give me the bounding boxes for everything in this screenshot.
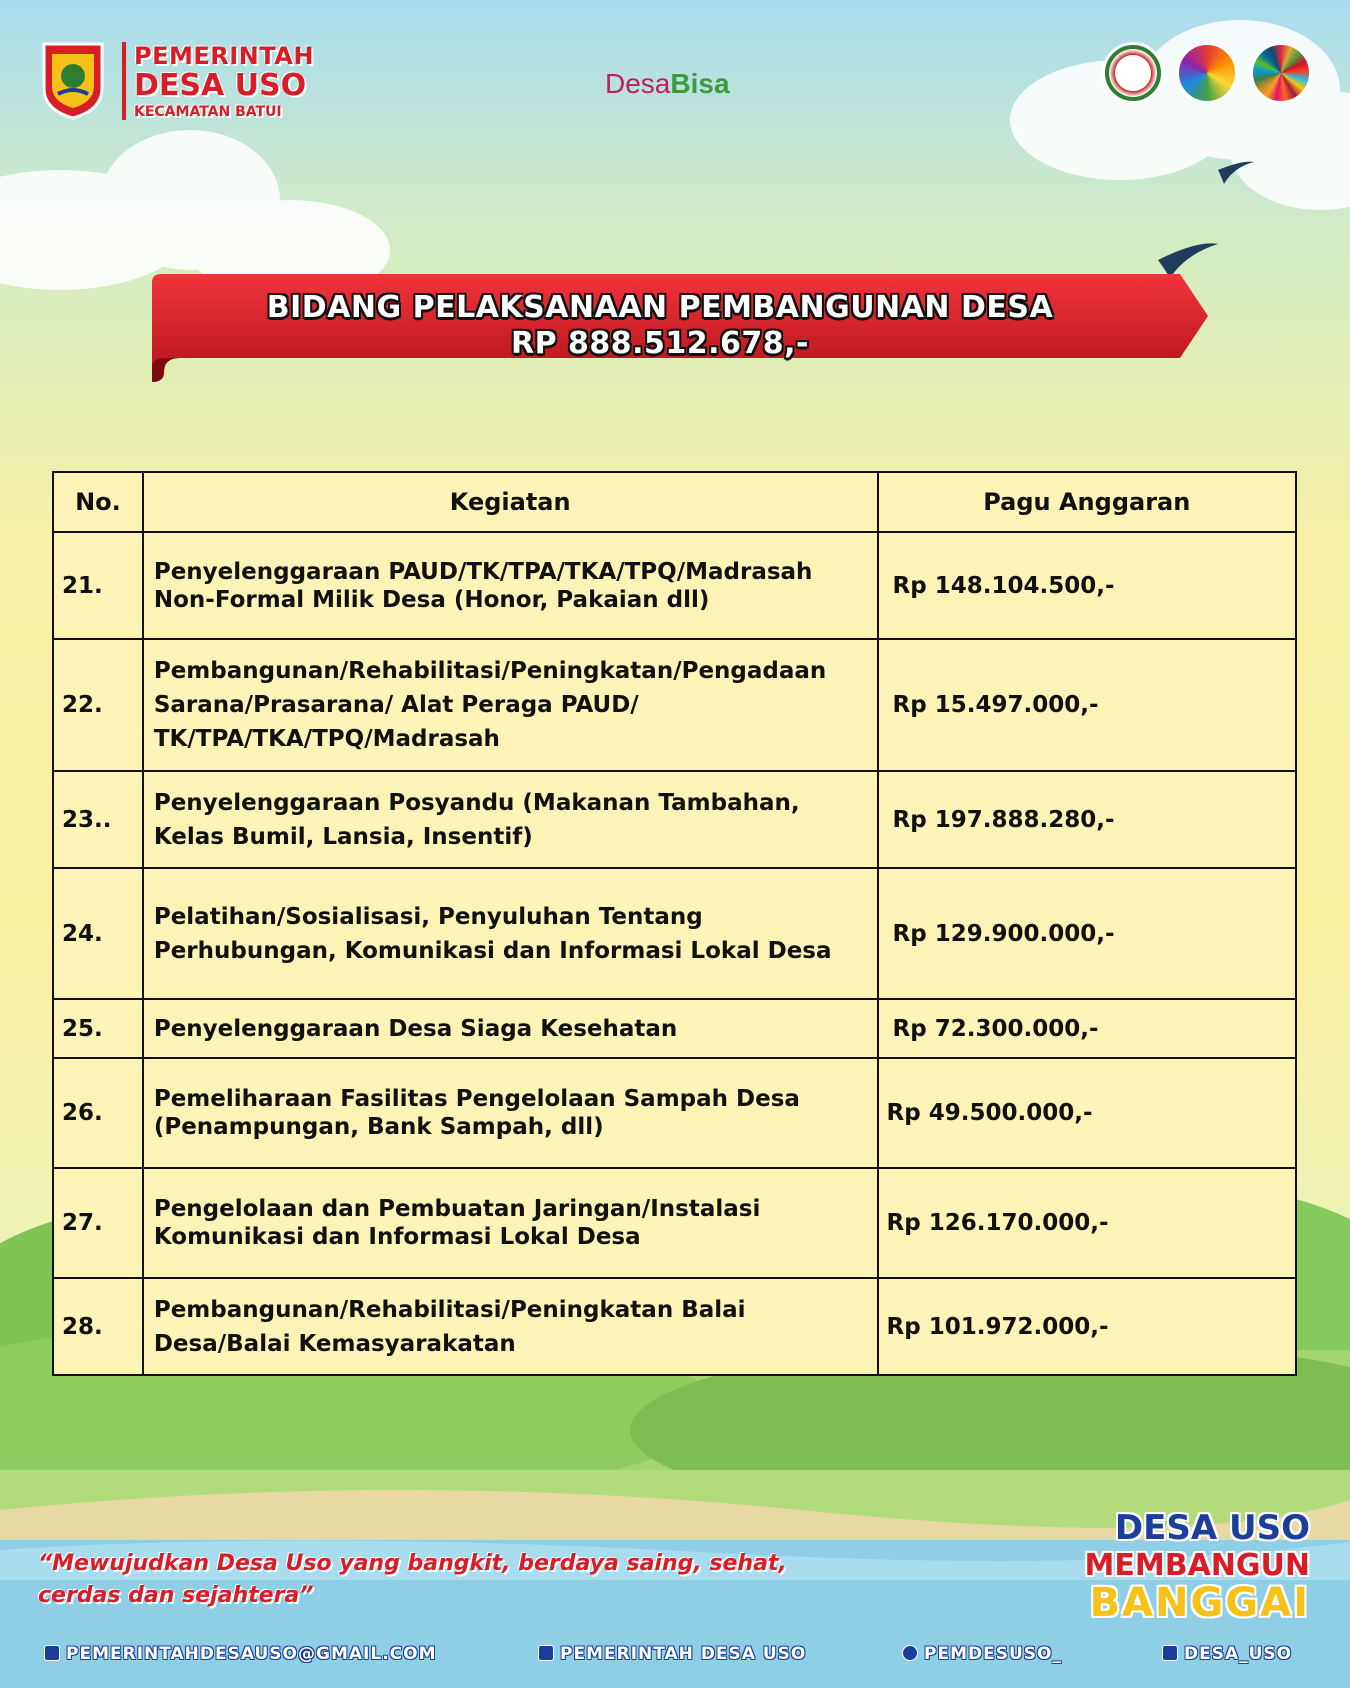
table-row: [53, 868, 1296, 999]
desa-bisa-logo-text-a: Desa: [605, 68, 671, 99]
row-no: 22.: [53, 639, 143, 771]
ministry-logo: [1102, 42, 1164, 104]
gov-title-line2: DESA USO: [134, 68, 307, 103]
row-pagu: Rp 49.500.000,-: [878, 1058, 1296, 1168]
footer-twitter-text: DESA_USO: [1184, 1644, 1293, 1664]
email-icon: [44, 1645, 60, 1661]
tiktok-icon: [902, 1645, 918, 1661]
footer-email[interactable]: [44, 1644, 437, 1664]
header: [0, 0, 1350, 130]
row-kegiatan: Pelatihan/Sosialisasi, Penyuluhan Tentang Perhubungan, Komunikasi dan Informasi Lokal Desa: [143, 868, 878, 999]
row-pagu: Rp 126.170.000,-: [878, 1168, 1296, 1278]
banner-title: [180, 290, 1140, 362]
brand-line3: BANGGAI: [1089, 1580, 1310, 1626]
twitter-icon: [1162, 1645, 1178, 1661]
facebook-icon: [538, 1645, 554, 1661]
brand-line2: MEMBANGUN: [1084, 1548, 1310, 1583]
banner-title-line1: BIDANG PELAKSANAAN PEMBANGUNAN DESA: [266, 290, 1054, 325]
row-kegiatan: Penyelenggaraan Desa Siaga Kesehatan: [143, 999, 878, 1058]
desa-bisa-logo-text-b: Bisa: [670, 68, 730, 99]
row-kegiatan: Penyelenggaraan Posyandu (Makanan Tambahan, Kelas Bumil, Lansia, Insentif): [143, 771, 878, 868]
row-kegiatan: Pengelolaan dan Pembuatan Jaringan/Instalasi Komunikasi dan Informasi Lokal Desa: [143, 1168, 878, 1278]
table-row: [53, 771, 1296, 868]
footer-facebook-text: PEMERINTAH DESA USO: [560, 1644, 807, 1664]
row-pagu: Rp 15.497.000,-: [878, 639, 1296, 771]
table-row: [53, 1058, 1296, 1168]
banner-title-line2: RP 888.512.678,-: [510, 326, 810, 361]
table-header-row: [53, 472, 1296, 532]
desa-cerdas-logo: [1176, 42, 1238, 104]
row-pagu: Rp 72.300.000,-: [878, 999, 1296, 1058]
row-no: 28.: [53, 1278, 143, 1375]
header-no: No.: [53, 472, 143, 532]
row-pagu: Rp 101.972.000,-: [878, 1278, 1296, 1375]
motto-text: “Mewujudkan Desa Uso yang bangkit, berdaya saing, sehat, cerdas dan sejahtera”: [38, 1551, 787, 1608]
row-no: 26.: [53, 1058, 143, 1168]
header-divider: [122, 42, 126, 120]
row-kegiatan: Penyelenggaraan PAUD/TK/TPA/TKA/TPQ/Madrasah Non-Formal Milik Desa (Honor, Pakaian dll): [143, 532, 878, 639]
row-no: 24.: [53, 868, 143, 999]
desa-bisa-logo: [605, 68, 730, 100]
footer-email-text: PEMERINTAHDESAUSO@GMAIL.COM: [66, 1644, 437, 1664]
row-no: 21.: [53, 532, 143, 639]
table-row: [53, 1278, 1296, 1375]
footer-tiktok-text: PEMDESUSO_: [924, 1644, 1062, 1664]
row-kegiatan: Pembangunan/Rehabilitasi/Peningkatan/Pengadaan Sarana/Prasarana/ Alat Peraga PAUD/ TK/TPA/TKA/TPQ/Madrasah: [143, 639, 878, 771]
table-row: [53, 532, 1296, 639]
gov-title-line1: PEMERINTAH: [134, 42, 314, 70]
row-pagu: Rp 197.888.280,-: [878, 771, 1296, 868]
header-pagu: Pagu Anggaran: [878, 472, 1296, 532]
gov-title-line3: KECAMATAN BATUI: [134, 104, 282, 120]
footer-twitter[interactable]: [1162, 1644, 1292, 1664]
table-row: [53, 999, 1296, 1058]
row-kegiatan: Pemeliharaan Fasilitas Pengelolaan Sampah Desa (Penampungan, Bank Sampah, dll): [143, 1058, 878, 1168]
sdgs-logo: [1250, 42, 1312, 104]
row-kegiatan: Pembangunan/Rehabilitasi/Peningkatan Balai Desa/Balai Kemasyarakatan: [143, 1278, 878, 1375]
footer-facebook[interactable]: [538, 1644, 806, 1664]
row-no: 23..: [53, 771, 143, 868]
village-crest-logo: [38, 40, 108, 120]
header-kegiatan: Kegiatan: [143, 472, 878, 532]
row-no: 25.: [53, 999, 143, 1058]
brand-line1: DESA USO: [1114, 1508, 1310, 1548]
row-pagu: Rp 129.900.000,-: [878, 868, 1296, 999]
budget-table: [52, 471, 1297, 1376]
row-no: 27.: [53, 1168, 143, 1278]
footer-tiktok[interactable]: [902, 1644, 1062, 1664]
table-row: [53, 639, 1296, 771]
row-pagu: Rp 148.104.500,-: [878, 532, 1296, 639]
table-row: [53, 1168, 1296, 1278]
